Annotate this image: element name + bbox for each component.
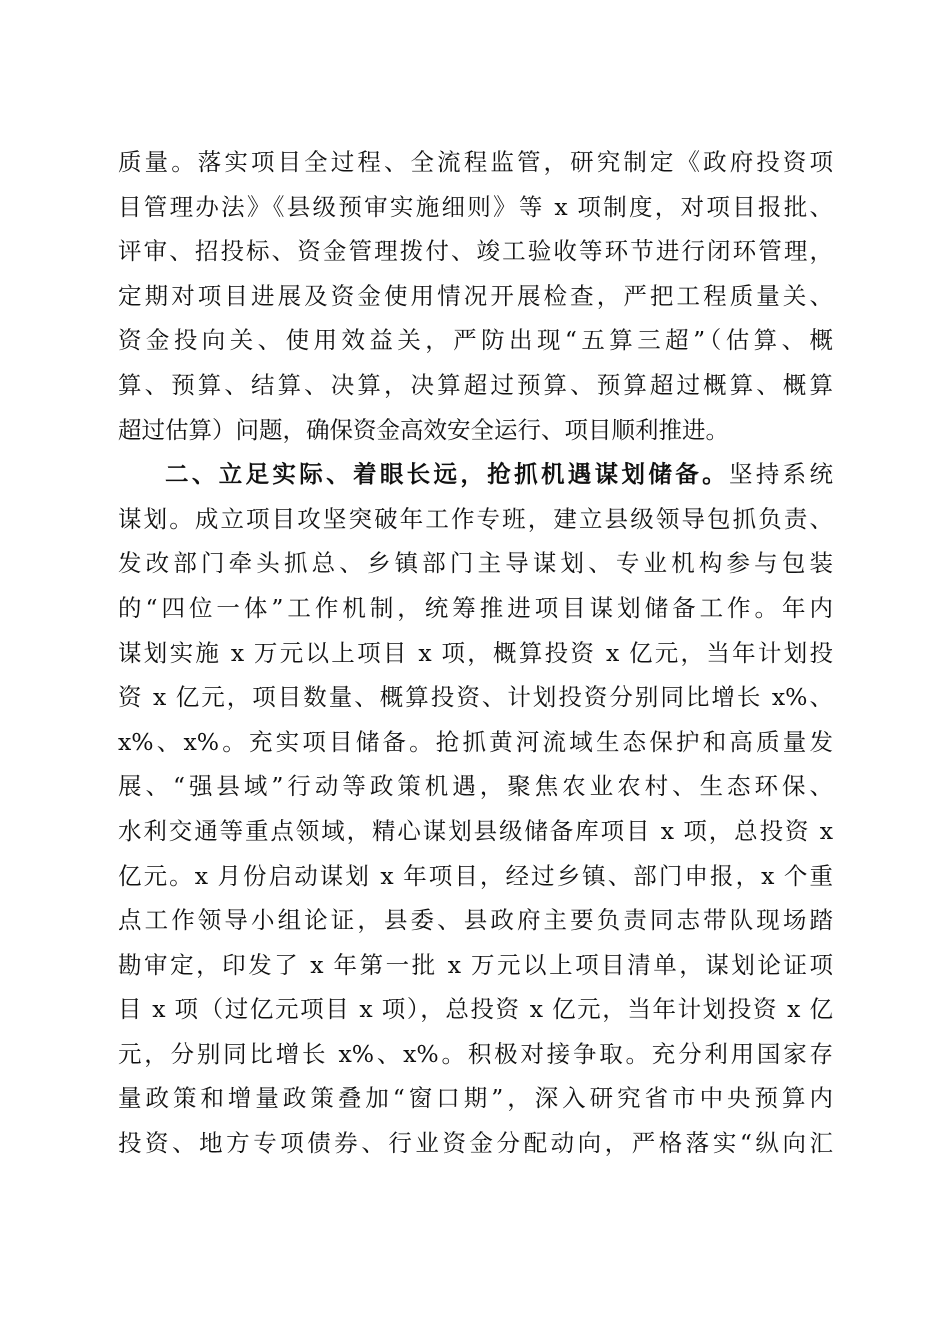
text-line: 目管理办法》《县级预审实施细则》等 x 项制度，对项目报批、 xyxy=(118,192,833,221)
text-line: 目 x 项（过亿元项目 x 项），总投资 x 亿元，当年计划投资 x 亿 xyxy=(118,995,833,1024)
text-line: 投资、地方专项债券、行业资金分配动向，严格落实“纵向汇 xyxy=(118,1129,833,1158)
text-line: 元，分别同比增长 x%、x%。积极对接争取。充分利用国家存 xyxy=(118,1039,833,1068)
text-line: 量政策和增量政策叠加“窗口期”，深入研究省市中央预算内 xyxy=(118,1084,833,1113)
text-line: 的“四位一体”工作机制，统筹推进项目谋划储备工作。年内 xyxy=(118,593,833,622)
text-line: 质量。落实项目全过程、全流程监管，研究制定《政府投资项 xyxy=(118,148,833,176)
text-line: 谋划。成立项目攻坚突破年工作专班，建立县级领导包抓负责、 xyxy=(118,504,833,533)
text-line: 亿元。x 月份启动谋划 x 年项目，经过乡镇、部门申报，x 个重 xyxy=(118,861,833,890)
paragraph-2 xyxy=(118,452,833,1166)
section-heading: 二、立足实际、着眼长远，抢抓机遇谋划储备。 xyxy=(165,460,729,489)
text-line: 算、预算、结算、决算，决算超过预算、预算超过概算、概算 xyxy=(118,370,833,399)
text-line: 发改部门牵头抓总、乡镇部门主导谋划、专业机构参与包装 xyxy=(118,549,833,578)
text-line: 谋划实施 x 万元以上项目 x 项，概算投资 x 亿元，当年计划投 xyxy=(118,638,833,667)
paragraph-2-first-line xyxy=(118,452,833,497)
text-line: 勘审定，印发了 x 年第一批 x 万元以上项目清单，谋划论证项 xyxy=(118,950,833,979)
text-line: 超过估算）问题，确保资金高效安全运行、项目顺利推进。 xyxy=(118,415,729,444)
text-line: 资 x 亿元，项目数量、概算投资、计划投资分别同比增长 x%、 xyxy=(118,683,833,712)
text-line: 资金投向关、使用效益关，严防出现“五算三超”（估算、概 xyxy=(118,326,833,355)
text-line: 展、“强县域”行动等政策机遇，聚焦农业农村、生态环保、 xyxy=(118,772,833,801)
text-line: 点工作领导小组论证，县委、县政府主要负责同志带队现场踏 xyxy=(118,906,833,935)
text-line: 评审、招投标、资金管理拨付、竣工验收等环节进行闭环管理， xyxy=(118,237,833,266)
text-line: x%、x%。充实项目储备。抢抓黄河流域生态保护和高质量发 xyxy=(118,727,833,756)
body-text xyxy=(118,140,833,1166)
text-run: 坚持系统 xyxy=(728,460,833,489)
text-line: 水利交通等重点领域，精心谋划县级储备库项目 x 项，总投资 x xyxy=(118,816,833,845)
text-line: 定期对项目进展及资金使用情况开展检查，严把工程质量关、 xyxy=(118,281,833,310)
paragraph-1 xyxy=(118,140,833,452)
